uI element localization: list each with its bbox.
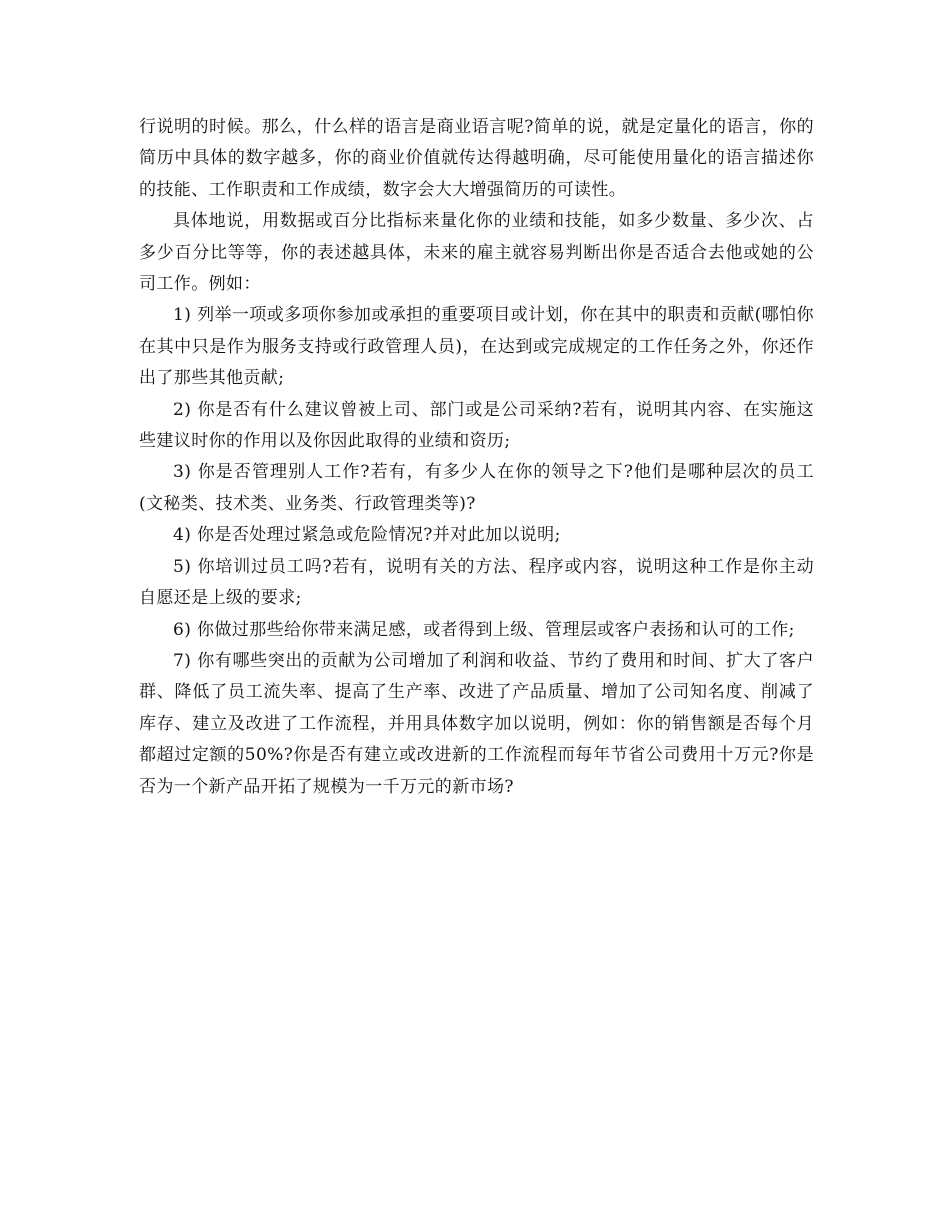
- list-item-7: 7) 你有哪些突出的贡献为公司增加了利润和收益、节约了费用和时间、扩大了客户群、降低了员工流失率、提高了生产率、改进了产品质量、增加了公司知名度、削减了库存、建立及改进了工作流程，并用具体数字加以说明，例如：你的销售额是否每个月都超过定额的50%?你是否有建立或改进新的工作流程而每年节省公司费用十万元?你是否为一个新产品开拓了规模为一千万元的新市场?: [139, 650, 814, 797]
- list-item-5: 5) 你培训过员工吗?若有，说明有关的方法、程序或内容，说明这种工作是你主动自愿还是上级的要求;: [139, 556, 814, 609]
- list-item-1: 1) 列举一项或多项你参加或承担的重要项目或计划，你在其中的职责和贡献(哪怕你在其中只是作为服务支持或行政管理人员)，在达到或完成规定的工作任务之外，你还作出了那些其他贡献;: [139, 305, 814, 389]
- paragraph-quantify: 具体地说，用数据或百分比指标来量化你的业绩和技能，如多少数量、多少次、占多少百分比等等，你的表述越具体，未来的雇主就容易判断出你是否适合去他或她的公司工作。例如：: [139, 211, 814, 295]
- list-item-3: 3) 你是否管理别人工作?若有，有多少人在你的领导之下?他们是哪种层次的员工(文秘类、技术类、业务类、行政管理类等)?: [139, 462, 814, 514]
- paragraph-intro-continued: 行说明的时候。那么，什么样的语言是商业语言呢?简单的说，就是定量化的语言，你的简历中具体的数字越多，你的商业价值就传达得越明确，尽可能使用量化的语言描述你的技能、工作职责和工作成绩，数字会大大增强简历的可读性。: [139, 117, 814, 200]
- list-item-4: 4) 你是否处理过紧急或危险情况?并对此加以说明;: [173, 525, 561, 546]
- list-item-6: 6) 你做过那些给你带来满足感，或者得到上级、管理层或客户表扬和认可的工作;: [173, 619, 795, 640]
- document-body: [139, 112, 814, 803]
- list-item-2: 2) 你是否有什么建议曾被上司、部门或是公司采纳?若有，说明其内容、在实施这些建议时你的作用以及你因此取得的业绩和资历;: [139, 399, 814, 452]
